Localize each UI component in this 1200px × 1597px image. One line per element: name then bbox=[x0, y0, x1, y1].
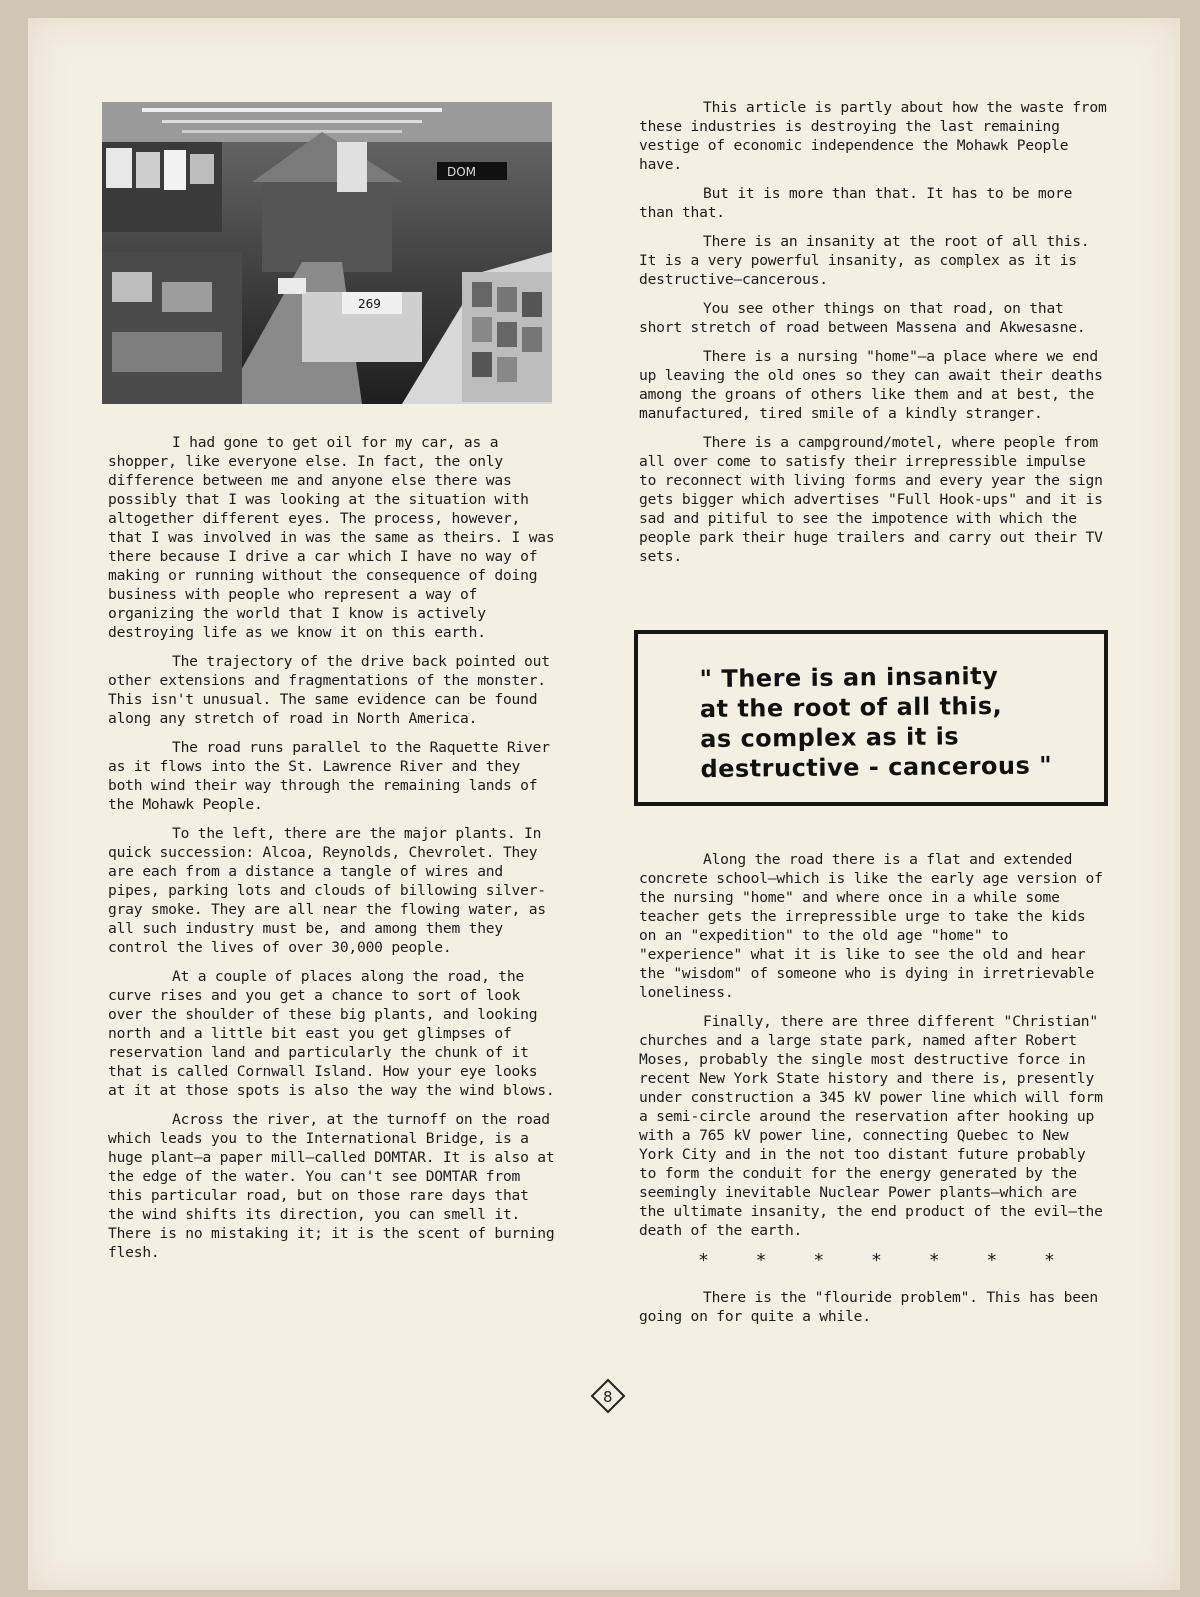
paragraph: I had gone to get oil for my car, as a shopper, like everyone else. In fact, the only difference between me and anyone else there was possibly that I was looking at the situation with altogether different eyes. The process, however, that I was involved in was the same as theirs. I was there because I drive a car which I have no way of making or running without the consequence of doing business with people who represent a way of organizing the world that I know is actively destroying life as we know it on this earth. bbox=[108, 434, 555, 641]
left-column bbox=[108, 433, 560, 1272]
paragraph: There is a campground/motel, where people from all over come to satisfy their irrepressible impulse to reconnect with living forms and every year the sign gets bigger which advertises "Full Hook-ups" and it is sad and pitiful to see the impotence with which the people park their huge trailers and carry out their TV sets. bbox=[639, 434, 1103, 565]
paragraph: You see other things on that road, on that short stretch of road between Massena and Akwesasne. bbox=[639, 300, 1086, 336]
paragraph: There is an insanity at the root of all this. It is a very powerful insanity, as complex as it is destructive—cancerous. bbox=[639, 233, 1090, 288]
magazine-page bbox=[28, 18, 1180, 1590]
pull-quote-line: as complex as it is bbox=[700, 722, 960, 754]
paragraph: At a couple of places along the road, the curve rises and you get a chance to sort of look over the shoulder of these big plants, and looking north and a little bit east you get glimpses of reservation land and particularly the chunk of it that is called Cornwall Island. How your eye looks at it at those spots is also the way the wind blows. bbox=[108, 968, 555, 1099]
store-sign-text: DOM bbox=[447, 165, 477, 179]
pull-quote bbox=[699, 660, 1096, 784]
paragraph: The trajectory of the drive back pointed out other extensions and fragmentations of the monster. This isn't unusual. The same evidence can be found along any stretch of road in North America. bbox=[108, 653, 550, 727]
diamond-icon bbox=[590, 1378, 626, 1414]
pull-quote-line: " There is an insanity bbox=[699, 661, 999, 694]
paragraph: Finally, there are three different "Christian" churches and a large state park, named after Robert Moses, probably the single most destructive force in recent New York State history and there is, presently under construction a 345 kV power line which will form a semi-circle around the reservation after hooking up with a 765 kV power line, connecting Quebec to New York City and in the not too distant future probably to form the conduit for the energy generated by the seemingly inevitable Nuclear Power plants—which are the ultimate insanity, the end product of the evil—the death of the earth. bbox=[639, 1013, 1103, 1239]
paragraph: This article is partly about how the waste from these industries is destroying the last remaining vestige of economic independence the Mohawk People have. bbox=[639, 99, 1107, 173]
paragraph: Along the road there is a flat and extended concrete school—which is like the early age version of the nursing "home" and where once in a while some teacher gets the irrepressible urge to take the kids on an "expedition" to the old age "home" to "experience" what it is like to see the old and hear the "wisdom" of someone who is dying in irretrievable loneliness. bbox=[639, 851, 1103, 1001]
paragraph: The road runs parallel to the Raquette River as it flows into the St. Lawrence River and they both wind their way through the remaining lands of the Mohawk People. bbox=[108, 739, 550, 813]
price-tag-text: 269 bbox=[358, 297, 381, 311]
closing-section bbox=[639, 1288, 1107, 1326]
store-interior-photo bbox=[102, 102, 552, 404]
pull-quote-box bbox=[634, 630, 1108, 806]
paragraph: But it is more than that. It has to be more than that. bbox=[639, 185, 1073, 221]
right-column-top bbox=[639, 98, 1107, 576]
closing-paragraph: There is the "flouride problem". This has been going on for quite a while. bbox=[639, 1289, 1098, 1325]
pull-quote-line: destructive - cancerous " bbox=[700, 751, 1053, 784]
pull-quote-line: at the root of all this, bbox=[699, 691, 1003, 724]
paragraph: Across the river, at the turnoff on the road which leads you to the International Bridge, is a huge plant—a paper mill—called DOMTAR. It is also at the edge of the water. You can't see DOMTAR from this particular road, but on those rare days that the wind shifts its direction, you can smell it. There is no mistaking it; it is the scent of burning flesh. bbox=[108, 1111, 555, 1261]
page-number-badge bbox=[590, 1378, 626, 1414]
section-separator: * * * * * * * bbox=[698, 1250, 1073, 1271]
page-number: 8 bbox=[603, 1388, 613, 1406]
right-column-bottom bbox=[639, 850, 1107, 1250]
paragraph: There is a nursing "home"—a place where we end up leaving the old ones so they can await their deaths among the groans of others like them and at best, the manufactured, tired smile of a kindly stranger. bbox=[639, 348, 1103, 422]
paragraph: To the left, there are the major plants. In quick succession: Alcoa, Reynolds, Chevrolet. They are each from a distance a tangle of wires and pipes, parking lots and clouds of billowing silver-gray smoke. They are all near the flowing water, as all such industry must be, and among them they control the lives of over 30,000 people. bbox=[108, 825, 546, 956]
store-photo-drawing bbox=[102, 102, 552, 404]
